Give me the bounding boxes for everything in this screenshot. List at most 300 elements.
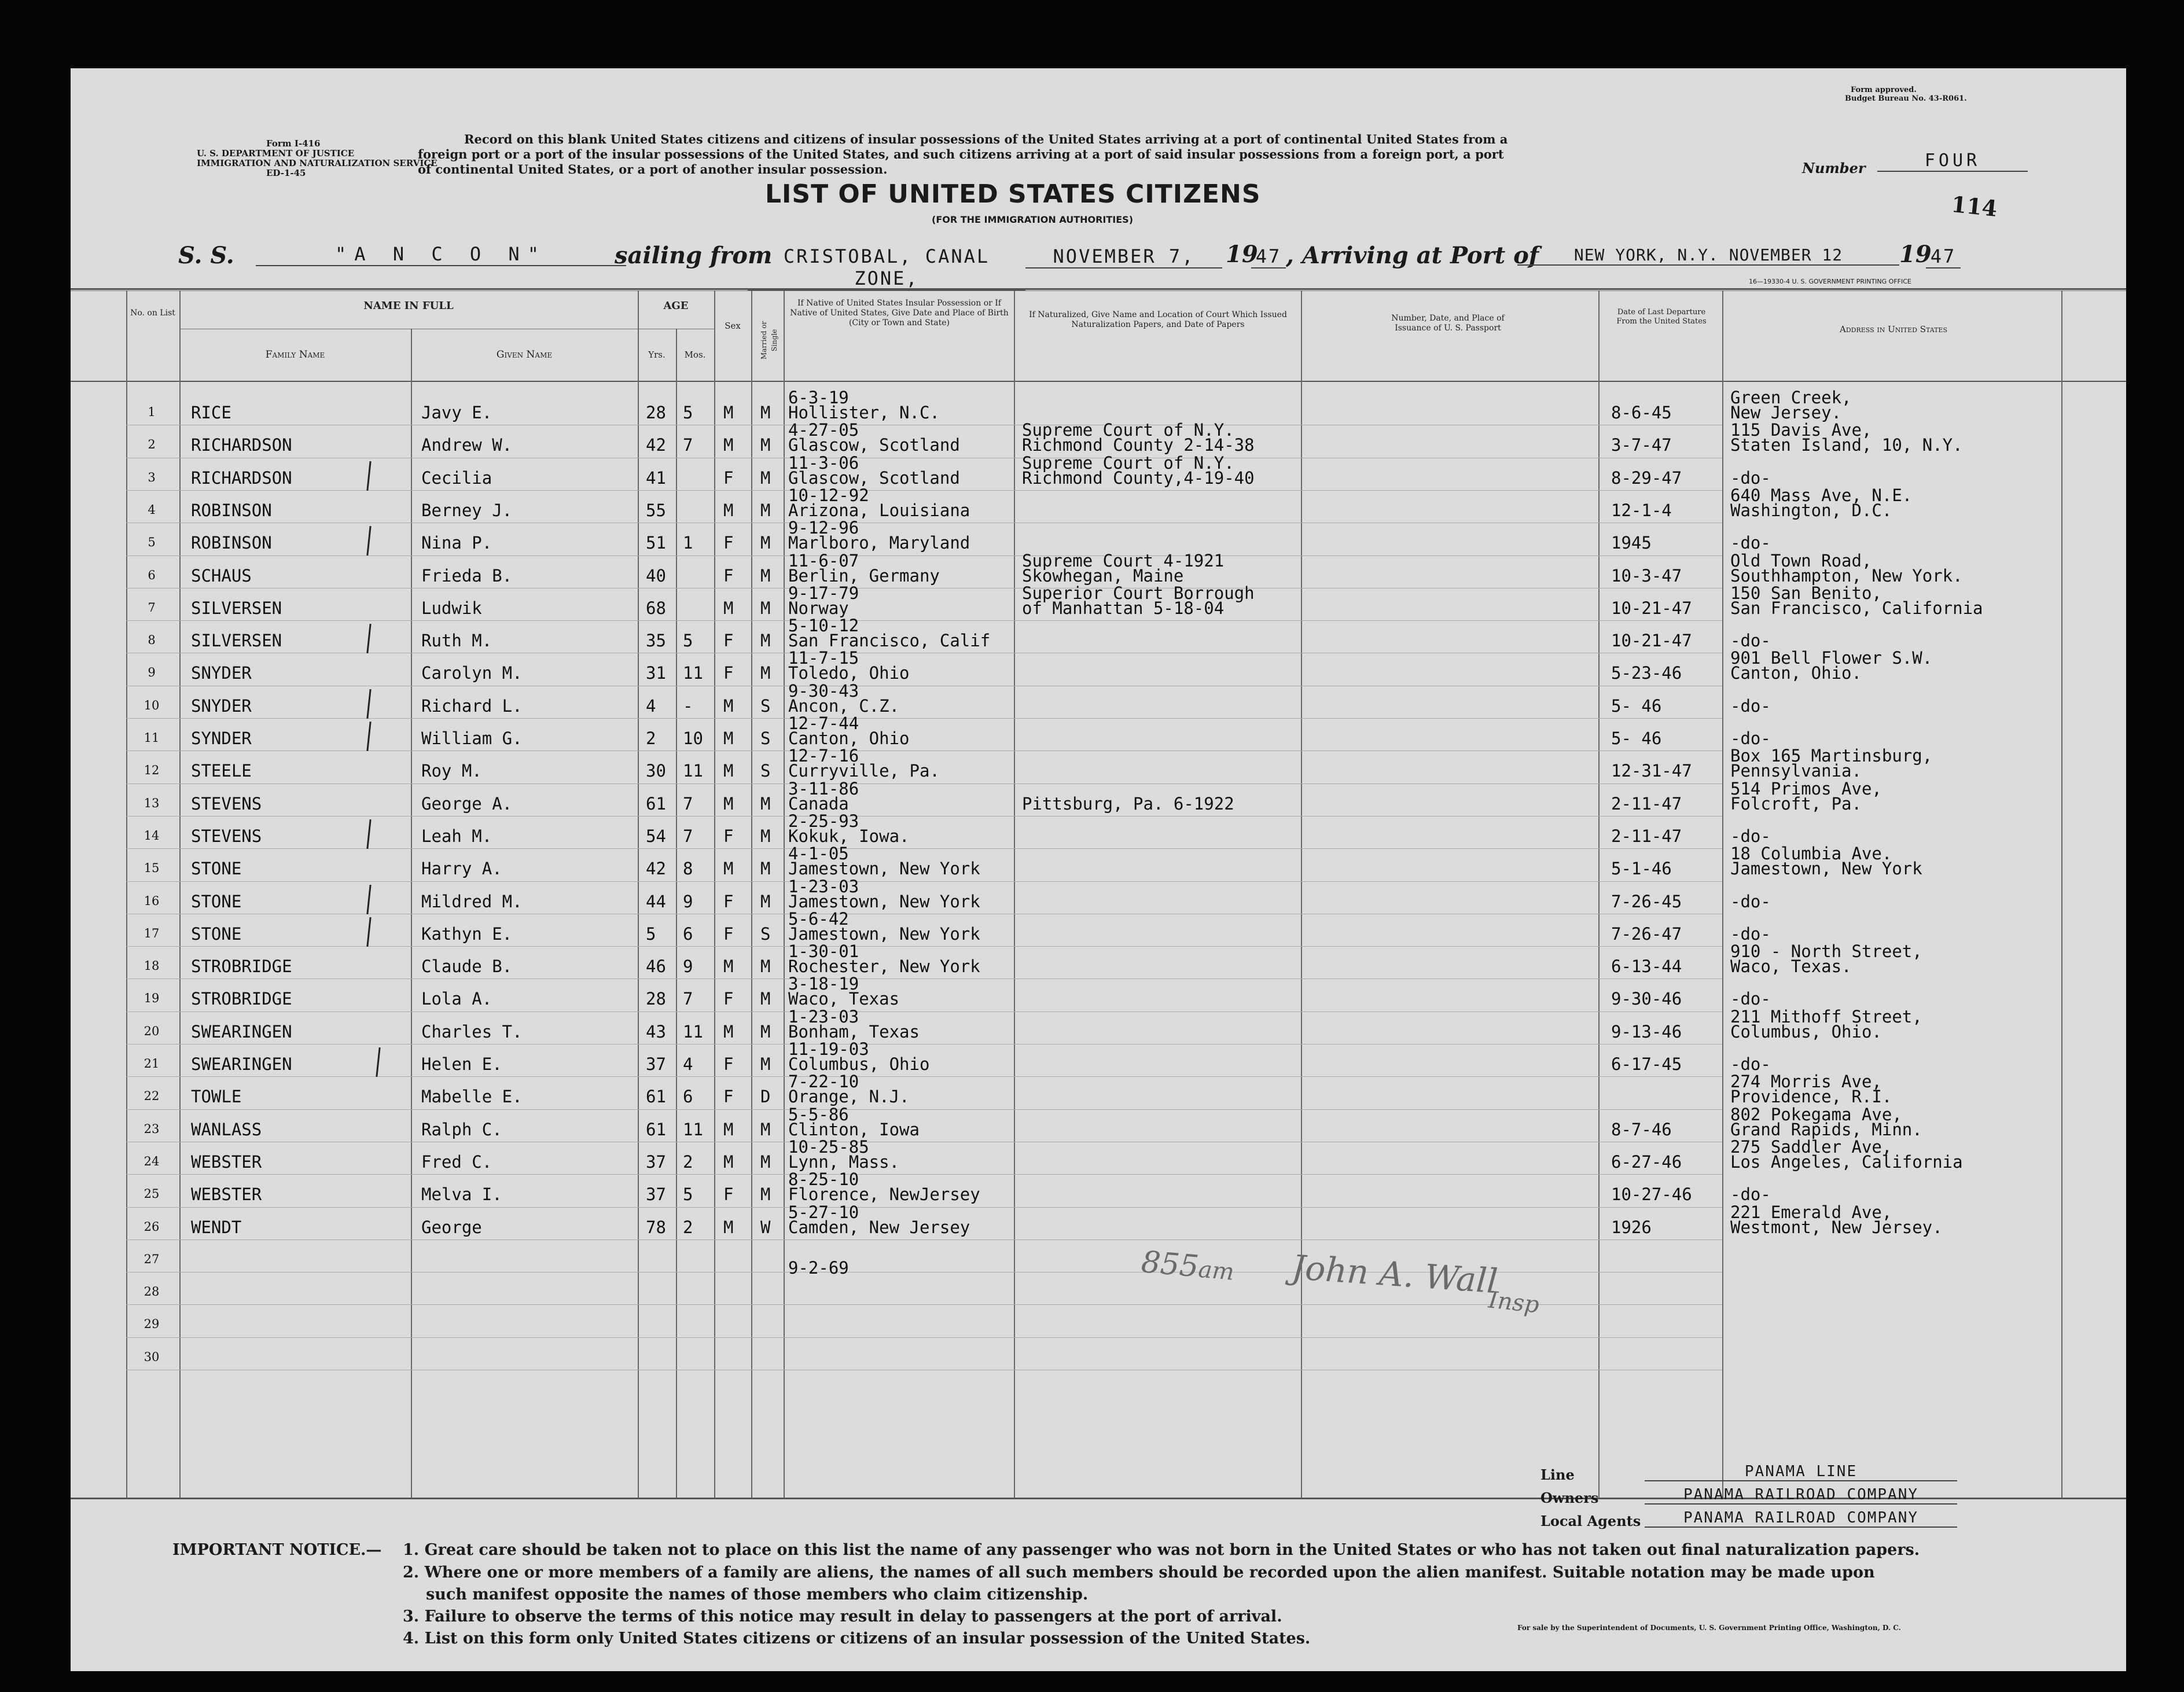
age-years: 30 <box>646 761 666 781</box>
row-number: 11 <box>144 731 160 745</box>
notice-item: 4. List on this form only United States citizens or citizens of an insular possession of the United States. <box>403 1630 1311 1647</box>
row-rule <box>126 1109 1722 1110</box>
sex: M <box>723 761 734 781</box>
family-name: SYNDER <box>191 729 252 748</box>
marital-status: M <box>760 1021 771 1042</box>
marital-status: M <box>760 468 771 488</box>
intro-text <box>418 132 1508 177</box>
address-line-2: Folcroft, Pa. <box>1730 793 1862 814</box>
col-line <box>1722 290 1723 1498</box>
birth-place: Hollister, N.C. <box>788 403 940 422</box>
address-line-2: Staten Island, 10, N.Y. <box>1730 435 1963 455</box>
family-name: ROBINSON <box>191 500 272 520</box>
owners-label: Owners <box>1540 1489 1599 1506</box>
birth-date: 1-23-03 <box>788 1006 859 1027</box>
birth-date: 5-5-86 <box>788 1104 849 1124</box>
row-number: 18 <box>144 959 160 973</box>
naturalization-location: Pittsburg, Pa. 6-1922 <box>1022 793 1234 814</box>
header-age: AGE <box>663 300 689 312</box>
header-birth: If Native of United States Insular Possession or If Native of United States, Give Date and Place of Birth (City or Town and State) <box>790 299 1009 328</box>
age-months: 8 <box>683 859 693 879</box>
address-line-2: Los Angeles, California <box>1730 1152 1963 1172</box>
address-line-1: 514 Primos Ave, <box>1730 778 1882 799</box>
last-departure: 2-11-47 <box>1611 793 1682 814</box>
col-line <box>714 290 715 1498</box>
birth-place: Canada <box>788 793 849 814</box>
col-line <box>1301 290 1302 1498</box>
row-rule <box>126 1174 1722 1175</box>
last-departure: 10-27-46 <box>1611 1185 1692 1205</box>
row-number: 21 <box>144 1057 160 1071</box>
birth-date: 9-12-96 <box>788 518 859 538</box>
row-number: 17 <box>144 926 160 940</box>
address-line-1: 910 - North Street, <box>1730 941 1922 962</box>
from-date: NOVEMBER 7, <box>1025 245 1222 268</box>
family-name: WENDT <box>191 1217 242 1237</box>
from-port: CRISTOBAL, CANAL ZONE, <box>748 245 1025 290</box>
sex: F <box>723 891 734 911</box>
given-name: Helen E. <box>421 1054 502 1074</box>
last-departure: 7-26-47 <box>1611 924 1682 944</box>
table-top-rule <box>71 288 2126 290</box>
table-top-rule <box>71 290 2126 291</box>
birth-date: 6-3-19 <box>788 388 849 407</box>
row-rule <box>126 620 1722 621</box>
check-mark <box>366 917 371 947</box>
last-departure: 10-21-47 <box>1611 631 1692 651</box>
birth-date: 11-6-07 <box>788 550 859 571</box>
given-name: Charles T. <box>421 1021 523 1042</box>
arrival-port: NEW YORK, N.Y. NOVEMBER 12 <box>1517 245 1899 266</box>
birth-date: 7-22-10 <box>788 1072 859 1092</box>
birth-place: Ancon, C.Z. <box>788 696 900 716</box>
family-name: RICHARDSON <box>191 468 292 488</box>
check-mark <box>366 722 371 751</box>
birth-date: 11-3-06 <box>788 453 859 473</box>
birth-place: Norway <box>788 598 849 618</box>
given-name: Fred C. <box>421 1152 492 1172</box>
row-number: 12 <box>144 763 160 778</box>
row-number: 7 <box>148 600 156 615</box>
age-months: 6 <box>683 924 693 944</box>
header-no: No. on List <box>130 308 175 318</box>
row-number: 5 <box>148 535 156 550</box>
naturalization-location: Richmond County,4-19-40 <box>1022 468 1255 488</box>
address-line-1: 275 Saddler Ave, <box>1730 1136 1892 1157</box>
given-name: William G. <box>421 729 523 748</box>
marital-status: M <box>760 859 771 879</box>
header-years: Yrs. <box>648 350 666 360</box>
birth-date: 3-18-19 <box>788 974 859 994</box>
marital-status: M <box>760 500 771 520</box>
sex: M <box>723 859 734 879</box>
family-name: SWEARINGEN <box>191 1021 292 1042</box>
family-name: WEBSTER <box>191 1152 262 1172</box>
notice-item: 2. Where one or more members of a family are aliens, the names of all such members should be recorded upon the alien manifest. Suitable notation may be made upon <box>403 1564 1875 1581</box>
given-name: Mabelle E. <box>421 1087 523 1107</box>
given-name: Ruth M. <box>421 631 492 651</box>
given-name: Nina P. <box>421 533 492 553</box>
row-number: 23 <box>144 1121 160 1136</box>
family-name: STONE <box>191 859 242 879</box>
age-years: 35 <box>646 631 666 651</box>
birth-date: 1-23-03 <box>788 876 859 896</box>
birth-date: 11-19-03 <box>788 1039 869 1059</box>
birth-place: Bonham, Texas <box>788 1021 920 1042</box>
approval-block <box>1845 86 1967 103</box>
age-months: 5 <box>683 403 693 422</box>
ss-label: S. S. <box>178 242 234 269</box>
birth-date: 5-10-12 <box>788 616 859 636</box>
page-title: LIST OF UNITED STATES CITIZENS <box>765 179 1261 209</box>
header-sex: Sex <box>725 321 741 331</box>
page-subtitle: (FOR THE IMMIGRATION AUTHORITIES) <box>932 214 1134 225</box>
address-line-1: Old Town Road, <box>1730 550 1872 571</box>
form-approved: Form approved. <box>1851 86 1917 94</box>
family-name: SILVERSEN <box>191 631 282 651</box>
age-years: 28 <box>646 989 666 1009</box>
address-line-1: 221 Emerald Ave, <box>1730 1202 1892 1222</box>
age-years: 44 <box>646 891 666 911</box>
birth-date: 5-6-42 <box>788 908 849 929</box>
row-number: 20 <box>144 1024 160 1038</box>
age-years: 37 <box>646 1152 666 1172</box>
birth-date: 8-25-10 <box>788 1169 859 1190</box>
birth-date: 11-7-15 <box>788 648 859 668</box>
birth-date: 10-25-85 <box>788 1136 869 1157</box>
row-rule <box>126 848 1722 849</box>
age-years: 31 <box>646 663 666 683</box>
row-number: 3 <box>148 470 156 484</box>
address-line-2: -do- <box>1730 1054 1771 1074</box>
row-rule <box>126 1337 1722 1338</box>
check-mark <box>366 884 371 914</box>
row-rule <box>126 946 1722 947</box>
last-departure: 8-6-45 <box>1611 403 1672 422</box>
col-line <box>179 290 181 1498</box>
age-months: 1 <box>683 533 693 553</box>
last-departure: 8-7-46 <box>1611 1119 1672 1139</box>
naturalization-court: Supreme Court 4-1921 <box>1022 550 1225 571</box>
col-line <box>126 290 127 1498</box>
header-given-name: Given Name <box>496 349 553 361</box>
row-number: 16 <box>144 893 160 908</box>
address-line-1: 274 Morris Ave, <box>1730 1072 1882 1092</box>
col-line <box>751 290 752 1498</box>
naturalization-location: of Manhattan 5-18-04 <box>1022 598 1225 618</box>
given-name: Leah M. <box>421 826 492 846</box>
sex: F <box>723 1054 734 1074</box>
marital-status: M <box>760 826 771 846</box>
check-mark <box>366 819 371 849</box>
marital-status: M <box>760 631 771 651</box>
address-line-2: -do- <box>1730 468 1771 488</box>
address-line-2: -do- <box>1730 989 1771 1009</box>
row-number: 13 <box>144 796 160 810</box>
birth-place: Berlin, Germany <box>788 565 940 586</box>
naturalization-court: Superior Court Borrough <box>1022 583 1255 603</box>
age-months: 7 <box>683 989 693 1009</box>
marital-status: M <box>760 989 771 1009</box>
marital-status: M <box>760 663 771 683</box>
check-mark <box>376 1047 380 1077</box>
age-months: 10 <box>683 729 703 748</box>
line-label: Line <box>1540 1466 1575 1483</box>
last-departure: 6-13-44 <box>1611 957 1682 977</box>
family-name: SNYDER <box>191 663 252 683</box>
col-line <box>1598 290 1600 1498</box>
printing-note: For sale by the Superintendent of Documents, U. S. Government Printing Office, Washington, D. C. <box>1517 1624 1901 1632</box>
age-years: 78 <box>646 1217 666 1237</box>
check-mark <box>366 526 371 556</box>
row-number: 8 <box>148 633 156 648</box>
given-name: George A. <box>421 793 513 814</box>
address-line-1: 18 Columbia Ave. <box>1730 844 1892 864</box>
given-name: Frieda B. <box>421 565 513 586</box>
row-number: 9 <box>148 665 156 680</box>
sex: F <box>723 989 734 1009</box>
manifest-sheet <box>71 68 2126 1671</box>
birth-place: Florence, NewJersey <box>788 1185 980 1205</box>
age-years: 43 <box>646 1021 666 1042</box>
birth-date: 4-1-05 <box>788 844 849 864</box>
to-year-suffix: 47 <box>1926 245 1961 268</box>
marital-status: M <box>760 565 771 586</box>
address-line-2: Providence, R.I. <box>1730 1087 1892 1107</box>
address-line-2: -do- <box>1730 1185 1771 1205</box>
address-line-2: -do- <box>1730 891 1771 911</box>
last-departure: 10-21-47 <box>1611 598 1692 618</box>
age-years: 42 <box>646 859 666 879</box>
family-name: SILVERSEN <box>191 598 282 618</box>
birth-date: 9-30-43 <box>788 681 859 701</box>
notice-item: such manifest opposite the names of those members who claim citizenship. <box>426 1586 1089 1603</box>
age-years: 68 <box>646 598 666 618</box>
header-passport: Number, Date, and Place of Issuance of U. S. Passport <box>1391 314 1505 333</box>
row-number: 27 <box>144 1252 160 1266</box>
header-name-in-full: NAME IN FULL <box>363 300 454 312</box>
last-departure: 12-31-47 <box>1611 761 1692 781</box>
col-line <box>638 290 639 1498</box>
given-name: Claude B. <box>421 957 513 977</box>
age-years: 61 <box>646 1119 666 1139</box>
age-months: 5 <box>683 631 693 651</box>
age-months: 6 <box>683 1087 693 1107</box>
family-name: TOWLE <box>191 1087 242 1107</box>
inspector-signature: John A. Wall <box>1290 1247 1499 1301</box>
sex: M <box>723 1021 734 1042</box>
sex: M <box>723 403 734 422</box>
header-married-single: Married or Single <box>760 321 778 360</box>
address-line-2: -do- <box>1730 924 1771 944</box>
birth-date: 12-7-44 <box>788 713 859 733</box>
age-years: 40 <box>646 565 666 586</box>
sex: F <box>723 533 734 553</box>
row-number: 19 <box>144 991 160 1006</box>
row-number: 2 <box>148 437 156 452</box>
header-bottom-rule <box>71 381 2126 382</box>
number-label: Number <box>1802 160 1866 176</box>
col-line <box>784 290 785 1498</box>
last-departure: 5- 46 <box>1611 696 1662 716</box>
birth-date: 10-12-92 <box>788 485 869 505</box>
row-number: 25 <box>144 1187 160 1201</box>
age-months: 11 <box>683 663 703 683</box>
age-years: 46 <box>646 957 666 977</box>
address-line-2: Columbus, Ohio. <box>1730 1021 1882 1042</box>
age-years: 54 <box>646 826 666 846</box>
age-months: 7 <box>683 793 693 814</box>
address-line-2: Canton, Ohio. <box>1730 663 1862 683</box>
form-id-block <box>197 139 437 178</box>
age-years: 5 <box>646 924 656 944</box>
last-departure: 2-11-47 <box>1611 826 1682 846</box>
birth-place: Jamestown, New York <box>788 859 980 879</box>
marital-status: M <box>760 957 771 977</box>
sex: M <box>723 500 734 520</box>
marital-status: M <box>760 533 771 553</box>
family-name: STONE <box>191 924 242 944</box>
birth-place: Waco, Texas <box>788 989 900 1009</box>
birth-place: Camden, New Jersey <box>788 1217 970 1237</box>
sex: M <box>723 1217 734 1237</box>
sex: F <box>723 631 734 651</box>
family-name: WEBSTER <box>191 1185 262 1205</box>
row-number: 10 <box>144 698 160 712</box>
last-departure: 10-3-47 <box>1611 565 1682 586</box>
row-number: 14 <box>144 828 160 843</box>
age-years: 55 <box>646 500 666 520</box>
marital-status: M <box>760 598 771 618</box>
birth-date: 3-11-86 <box>788 778 859 799</box>
header-months: Mos. <box>684 350 706 360</box>
age-years: 28 <box>646 403 666 422</box>
sailing-label: sailing from <box>615 242 773 269</box>
intro-line: foreign port or a port of the insular possessions of the United States, and such citizens arriving at a port of said insular possessions from a foreign port, a port <box>418 147 1504 161</box>
marital-status: M <box>760 435 771 455</box>
birth-date: 5-27-10 <box>788 1202 859 1222</box>
family-name: SNYDER <box>191 696 252 716</box>
given-name: Javy E. <box>421 403 492 422</box>
local-agents-value: PANAMA RAILROAD COMPANY <box>1645 1509 1957 1528</box>
address-line-1: 901 Bell Flower S.W. <box>1730 648 1933 668</box>
page-mark: 114 <box>1950 190 1999 222</box>
last-departure: 5- 46 <box>1611 729 1662 748</box>
birth-place: Kokuk, Iowa. <box>788 826 910 846</box>
row-rule <box>126 718 1722 719</box>
age-years: 61 <box>646 1087 666 1107</box>
row-rule <box>126 881 1722 882</box>
row-number: 6 <box>148 568 156 582</box>
sex: M <box>723 696 734 716</box>
service: IMMIGRATION AND NATURALIZATION SERVICE <box>197 158 437 168</box>
address-line-2: Southhampton, New York. <box>1730 565 1963 586</box>
row-number: 26 <box>144 1219 160 1234</box>
header-family-name: Family Name <box>265 349 325 361</box>
family-name: RICHARDSON <box>191 435 292 455</box>
print-code: 16—19330-4 U. S. GOVERNMENT PRINTING OFFICE <box>1749 278 1911 285</box>
naturalization-court: Supreme Court of N.Y. <box>1022 453 1234 473</box>
address-line-2: Jamestown, New York <box>1730 859 1922 879</box>
row-number: 24 <box>144 1154 160 1168</box>
age-months: 5 <box>683 1185 693 1205</box>
address-line-1: 802 Pokegama Ave, <box>1730 1104 1902 1124</box>
given-name: Harry A. <box>421 859 502 879</box>
to-year-prefix: 19 <box>1899 241 1932 268</box>
row-number: 22 <box>144 1089 160 1104</box>
sex: F <box>723 565 734 586</box>
age-years: 4 <box>646 696 656 716</box>
marital-status: M <box>760 1119 771 1139</box>
given-name: Ralph C. <box>421 1119 502 1139</box>
from-year-suffix: 47 <box>1251 245 1286 268</box>
sex: M <box>723 598 734 618</box>
signature-time: 855am <box>1139 1245 1236 1286</box>
address-line-2: -do- <box>1730 696 1771 716</box>
check-mark <box>366 689 371 719</box>
address-line-2: -do- <box>1730 533 1771 553</box>
last-departure: 12-1-4 <box>1611 500 1672 520</box>
given-name: Berney J. <box>421 500 513 520</box>
birth-place: Glascow, Scotland <box>788 435 960 455</box>
naturalization-court: Supreme Court of N.Y. <box>1022 420 1234 440</box>
last-departure: 6-17-45 <box>1611 1054 1682 1074</box>
sex: M <box>723 1119 734 1139</box>
birth-place: Glascow, Scotland <box>788 468 960 488</box>
family-name: STROBRIDGE <box>191 957 292 977</box>
family-name: SCHAUS <box>191 565 252 586</box>
birth-date: 9-17-79 <box>788 583 859 603</box>
given-name: Lola A. <box>421 989 492 1009</box>
marital-status: S <box>760 729 771 748</box>
ship-name: "A N C O N" <box>256 243 626 266</box>
intro-line: Record on this blank United States citizens and citizens of insular possessions of the United States arriving at a port of continental United States from a <box>464 132 1508 146</box>
family-name: SWEARINGEN <box>191 1054 292 1074</box>
address-line-1: 115 Davis Ave, <box>1730 420 1872 440</box>
given-name: Mildred M. <box>421 891 523 911</box>
marital-status: S <box>760 761 771 781</box>
col-line <box>2061 290 2062 1498</box>
birth-place: San Francisco, Calif <box>788 631 991 651</box>
address-line-2: Grand Rapids, Minn. <box>1730 1119 1922 1139</box>
marital-status: D <box>760 1087 771 1107</box>
birth-date: 1-30-01 <box>788 941 859 962</box>
row-number: 29 <box>144 1317 160 1331</box>
family-name: STROBRIDGE <box>191 989 292 1009</box>
given-name: Melva I. <box>421 1185 502 1205</box>
department: U. S. DEPARTMENT OF JUSTICE <box>197 148 355 159</box>
age-months: 2 <box>683 1217 693 1237</box>
check-mark <box>366 624 371 653</box>
age-years: 51 <box>646 533 666 553</box>
address-line-1: 211 Mithoff Street, <box>1730 1006 1922 1027</box>
last-departure: 9-30-46 <box>1611 989 1682 1009</box>
age-months: 11 <box>683 1119 703 1139</box>
sex: M <box>723 793 734 814</box>
birth-place: Canton, Ohio <box>788 729 910 748</box>
family-name: RICE <box>191 403 231 422</box>
form-id: Form I-416 <box>266 138 321 149</box>
owners-value: PANAMA RAILROAD COMPANY <box>1645 1486 1957 1505</box>
family-name: STEVENS <box>191 826 262 846</box>
birth-place: Clinton, Iowa <box>788 1119 920 1139</box>
sex: F <box>723 826 734 846</box>
age-months: - <box>683 696 693 716</box>
birth-date: 12-7-16 <box>788 746 859 766</box>
row-rule <box>126 1304 1722 1305</box>
notice-heading: IMPORTANT NOTICE.— <box>172 1541 382 1559</box>
row-number: 1 <box>148 405 156 419</box>
